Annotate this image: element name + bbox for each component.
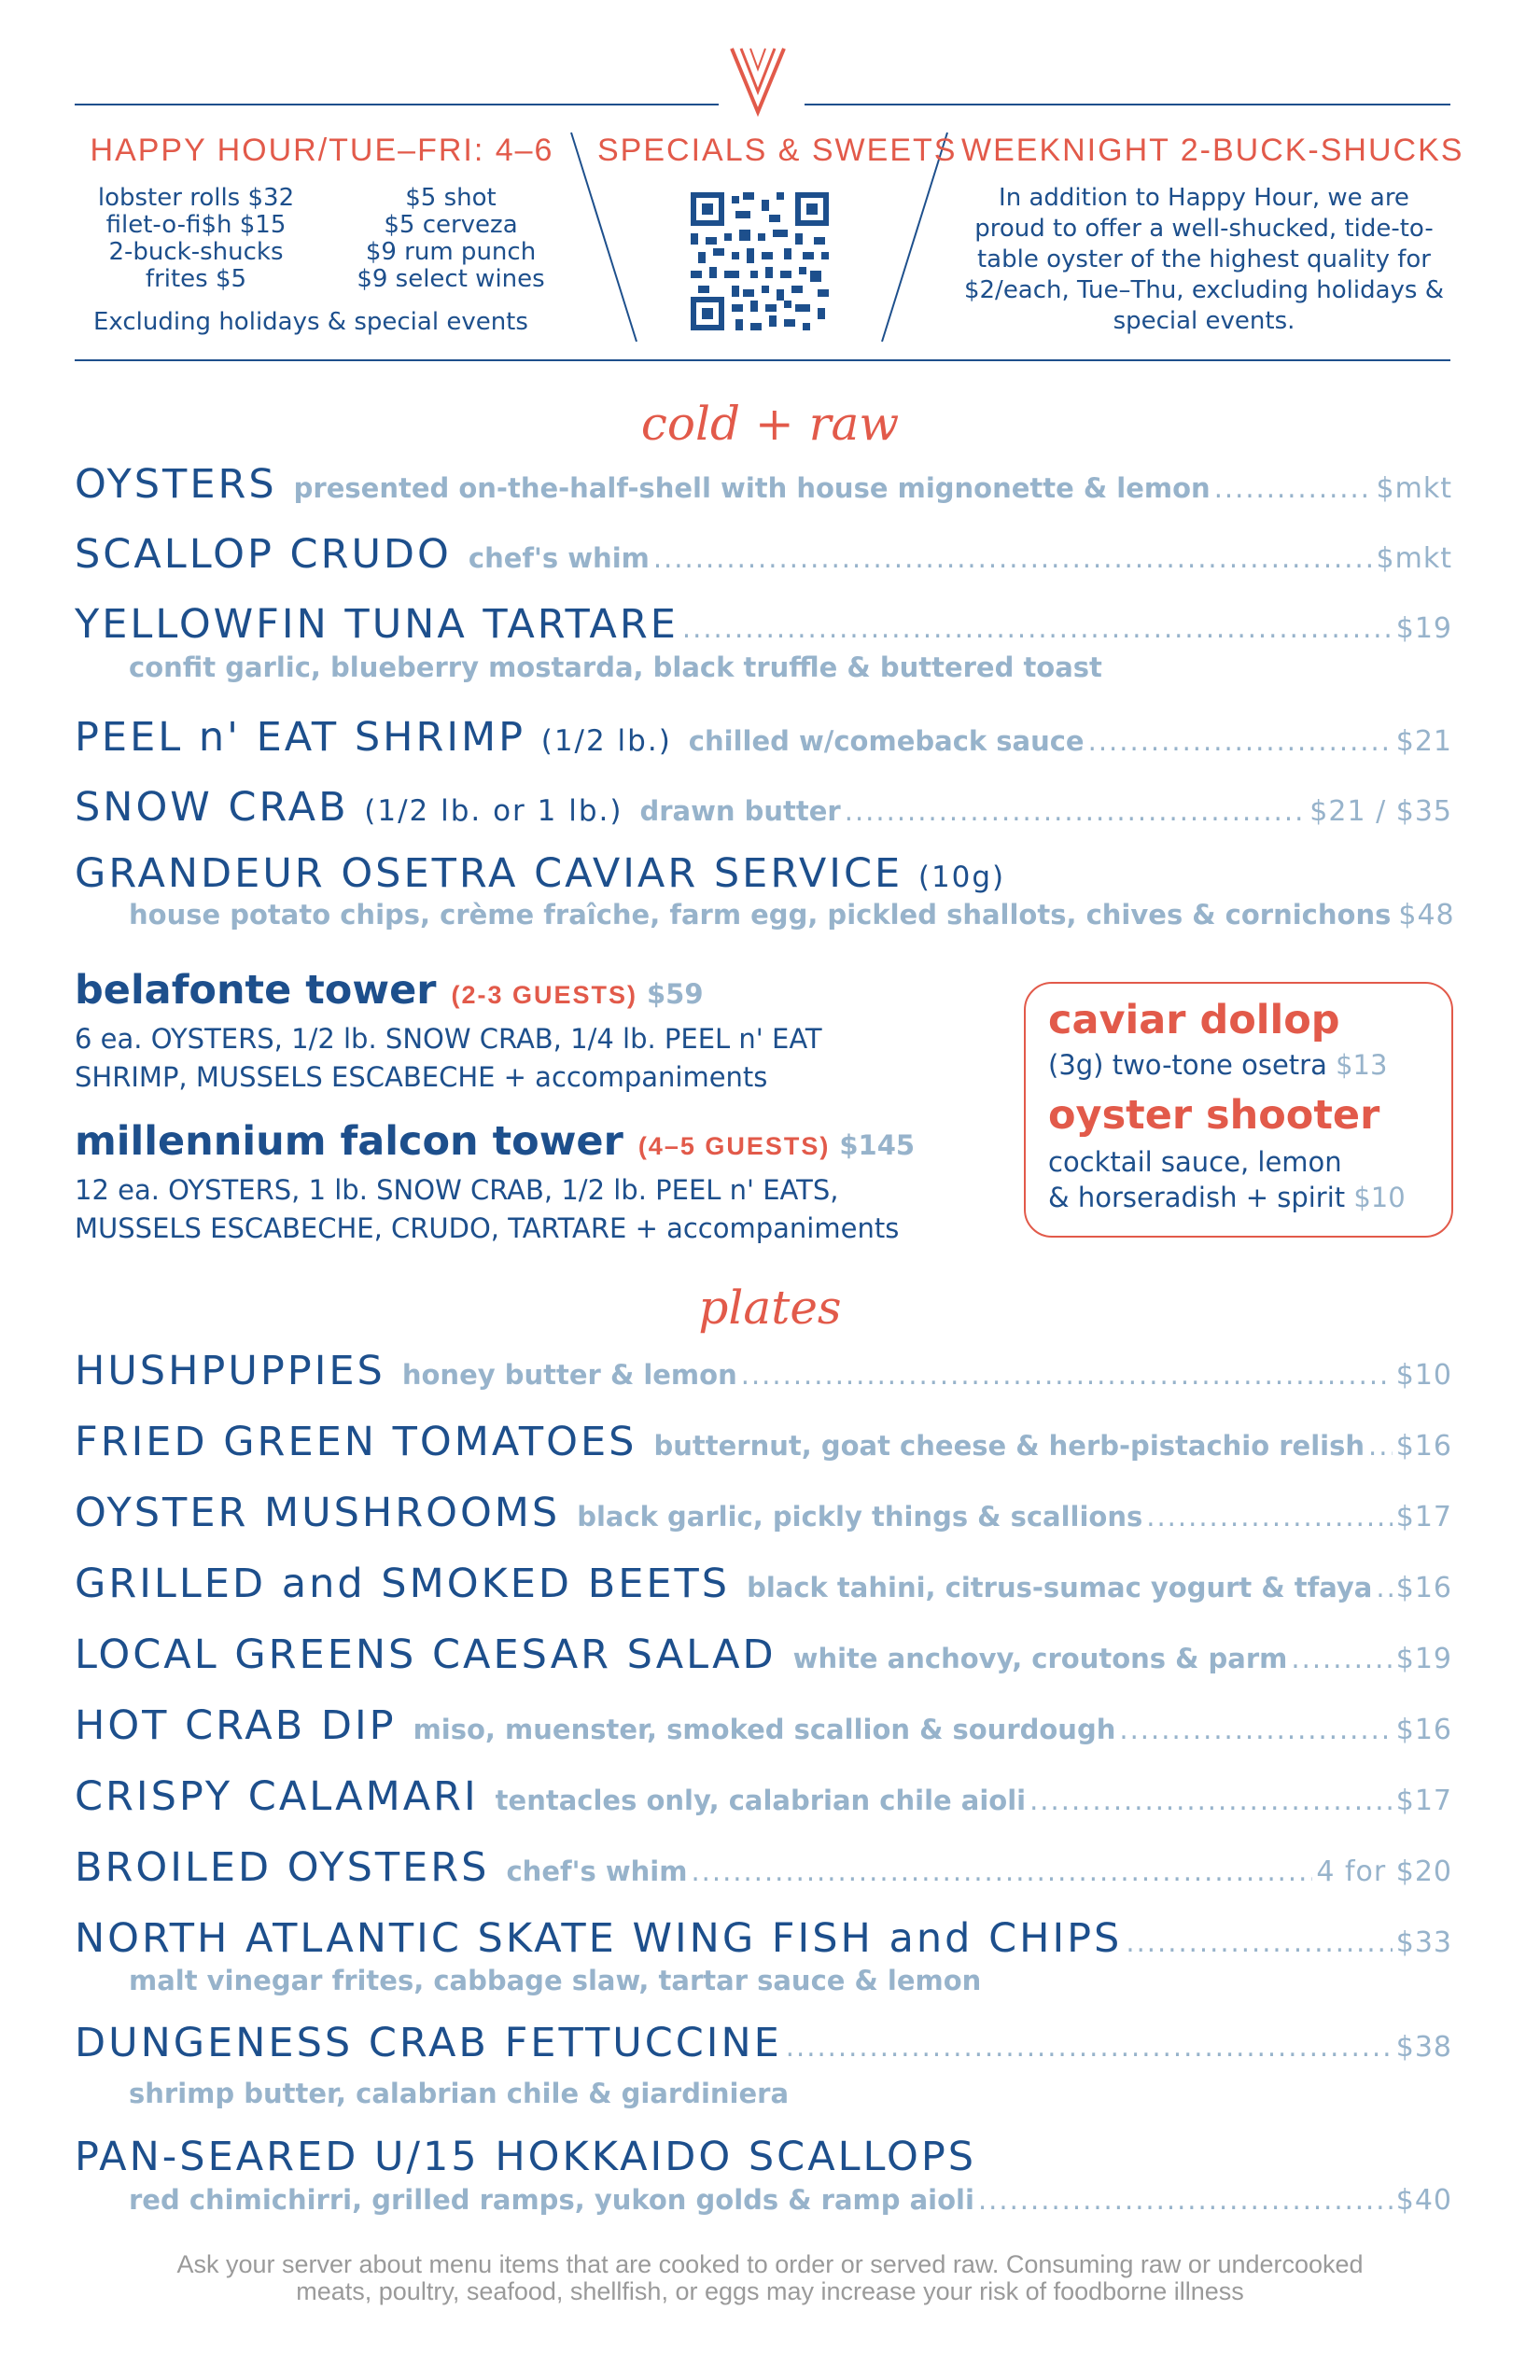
menu-item: [75, 601, 1452, 648]
item-description: drawn butter: [639, 795, 841, 827]
menu-item: [75, 1631, 1452, 1678]
tower-millennium-falcon: [75, 1118, 915, 1165]
weeknight-shucks-text: In addition to Happy Hour, we are proud to offer a well-shucked, tide-to-table oyster of the highest quality for $2/each, Tue–Thu, excluding holidays & special events.: [963, 184, 1445, 335]
item-name: LOCAL GREENS CAESAR SALAD: [75, 1631, 777, 1678]
tower-line: SHRIMP, MUSSELS ESCABECHE + accompaniments: [75, 1061, 768, 1093]
leader-dots: [1029, 1785, 1393, 1816]
item-name: OYSTER MUSHROOMS: [75, 1490, 561, 1536]
menu-item-detail: [129, 2184, 1452, 2217]
section-heading-cold-raw: cold + raw: [640, 397, 900, 451]
menu-item: [75, 784, 1452, 831]
leader-dots: [786, 2031, 1393, 2063]
caviar-dollop-price: $13: [1336, 1049, 1388, 1081]
item-name: NORTH ATLANTIC SKATE WING FISH and CHIPS: [75, 1915, 1123, 1962]
item-description: honey butter & lemon: [401, 1359, 737, 1391]
oyster-shooter-line-2: [1048, 1182, 1406, 1213]
item-name: [75, 714, 672, 761]
section-heading-plates: plates: [698, 1281, 842, 1335]
item-price: $33: [1395, 1926, 1452, 1959]
item-name: FRIED GREEN TOMATOES: [75, 1419, 637, 1465]
item-description: malt vinegar frites, cabbage slaw, tartar sauce & lemon: [129, 1965, 982, 1996]
item-description: chef's whim: [468, 542, 650, 574]
item-quantity: (10g): [917, 861, 1006, 894]
menu-item: [75, 714, 1452, 761]
tower-title: belafonte tower: [75, 967, 437, 1014]
tower-belafonte-contents: [75, 1020, 822, 1097]
tower-belafonte: [75, 967, 704, 1014]
item-description: presented on-the-half-shell with house mignonette & lemon: [293, 472, 1211, 504]
item-price: 4 for $20: [1316, 1855, 1452, 1888]
item-description: miso, muenster, smoked scallion & sourdough: [413, 1714, 1116, 1745]
item-description: white anchovy, croutons & parm: [792, 1643, 1288, 1674]
advisory-line: meats, poultry, seafood, shellfish, or eggs may increase your risk of foodborne illness: [296, 2277, 1244, 2305]
leader-dots: [741, 1359, 1393, 1391]
item-name: HOT CRAB DIP: [75, 1702, 397, 1749]
caviar-dollop-desc: (3g) two-tone osetra: [1048, 1049, 1327, 1081]
consumer-advisory: [93, 2251, 1447, 2305]
item-price: $16: [1395, 1572, 1452, 1604]
leader-dots: [1126, 1926, 1392, 1958]
item-name: [75, 784, 623, 831]
item-name: BROILED OYSTERS: [75, 1844, 490, 1891]
tower-line: MUSSELS ESCABECHE, CRUDO, TARTARE + accompaniments: [75, 1212, 900, 1244]
item-name: YELLOWFIN TUNA TARTARE: [75, 601, 679, 648]
item-name: SCALLOP CRUDO: [75, 531, 452, 578]
happy-hour-title: HAPPY HOUR/TUE–FRI: 4–6: [90, 133, 554, 168]
item-price: $19: [1395, 1643, 1452, 1675]
menu-item: [75, 531, 1452, 578]
item-price: $21: [1395, 725, 1452, 758]
item-price: $mkt: [1376, 542, 1452, 575]
list-item: 2-buck-shucks: [108, 238, 284, 266]
menu-item: [75, 1561, 1452, 1607]
happy-hour-food-list: [84, 185, 308, 293]
item-name-text: PEEL n' EAT SHRIMP: [75, 714, 526, 761]
leader-dots: [691, 1855, 1312, 1887]
menu-item: [75, 1419, 1452, 1465]
list-item: $5 shot: [405, 184, 497, 212]
list-item: $9 select wines: [357, 265, 545, 293]
leader-dots: [1368, 1430, 1393, 1462]
leader-dots: [1119, 1714, 1392, 1745]
item-name-text: GRANDEUR OSETRA CAVIAR SERVICE: [75, 850, 903, 897]
menu-item: [75, 461, 1452, 508]
item-quantity: (1/2 lb. or 1 lb.): [364, 794, 623, 828]
caviar-dollop-line: [1048, 1049, 1387, 1081]
menu-item: [75, 1844, 1452, 1891]
menu-item-detail: [129, 899, 1455, 931]
item-price: $mkt: [1376, 472, 1452, 505]
menu-item: [75, 1490, 1452, 1536]
menu-item: [75, 1348, 1452, 1394]
menu-item: [75, 1773, 1452, 1820]
tower-price: $59: [646, 978, 704, 1010]
menu-item: [75, 1702, 1452, 1749]
specials-qr-code-icon[interactable]: [691, 192, 829, 330]
leader-dots: [653, 542, 1373, 574]
menu-item: [75, 850, 1452, 897]
leader-dots: [845, 795, 1307, 827]
happy-hour-note: Excluding holidays & special events: [93, 308, 528, 336]
oyster-shooter-title: oyster shooter: [1048, 1092, 1380, 1139]
header-top-rule-right: [805, 104, 1450, 105]
item-name: OYSTERS: [75, 461, 277, 508]
item-price: $16: [1395, 1430, 1452, 1463]
leader-dots: [1214, 472, 1373, 504]
item-price: $10: [1395, 1359, 1452, 1392]
list-item: $9 rum punch: [365, 238, 537, 266]
item-name: DUNGENESS CRAB FETTUCCINE: [75, 2020, 782, 2066]
oyster-shooter-price: $10: [1353, 1182, 1406, 1213]
menu-item: [75, 2134, 1452, 2180]
list-item: $5 cerveza: [384, 211, 518, 239]
item-description: house potato chips, crème fraîche, farm egg, pickled shallots, chives & cornichons: [129, 899, 1392, 931]
leader-dots: [1146, 1501, 1392, 1533]
item-name: [75, 850, 1005, 897]
tower-guest-count: (4–5 GUESTS): [637, 1132, 831, 1160]
menu-item: [75, 2020, 1452, 2066]
weeknight-shucks-title: WEEKNIGHT 2-BUCK-SHUCKS: [961, 133, 1464, 168]
leader-dots: [682, 612, 1393, 644]
item-name: CRISPY CALAMARI: [75, 1773, 479, 1820]
item-price: $21 / $35: [1309, 795, 1452, 828]
item-price: $17: [1395, 1501, 1452, 1533]
tower-price: $145: [839, 1129, 916, 1161]
specials-title: SPECIALS & SWEETS: [597, 133, 958, 168]
oyster-shooter-desc: & horseradish + spirit: [1048, 1182, 1346, 1213]
item-price: $19: [1395, 612, 1452, 645]
tower-millennium-falcon-contents: [75, 1171, 899, 1248]
advisory-line: Ask your server about menu items that are cooked to order or served raw. Consuming raw or undercooked: [176, 2250, 1364, 2278]
caviar-dollop-title: caviar dollop: [1048, 997, 1340, 1043]
menu-item: [75, 1915, 1452, 1962]
leader-dots: [1088, 725, 1393, 757]
item-price: $38: [1395, 2031, 1452, 2064]
item-name-text: SNOW CRAB: [75, 784, 349, 831]
header-top-rule-left: [75, 104, 719, 105]
happy-hour-drink-list: [343, 185, 558, 293]
item-description: red chimichirri, grilled ramps, yukon golds & ramp aioli: [129, 2184, 974, 2216]
item-description: black tahini, citrus-sumac yogurt & tfaya: [747, 1572, 1373, 1603]
tower-guest-count: (2-3 GUESTS): [451, 981, 637, 1009]
header-bottom-rule: [75, 359, 1450, 361]
item-quantity: (1/2 lb.): [540, 724, 672, 758]
item-description: chef's whim: [506, 1855, 688, 1887]
item-name: GRILLED and SMOKED BEETS: [75, 1561, 731, 1607]
item-description: shrimp butter, calabrian chile & giardiniera: [129, 2078, 790, 2109]
leader-dots: [1291, 1643, 1392, 1674]
item-price: $17: [1395, 1785, 1452, 1817]
item-description: tentacles only, calabrian chile aioli: [495, 1785, 1027, 1816]
list-item: lobster rolls $32: [97, 184, 295, 212]
item-description: confit garlic, blueberry mostarda, black truffle & buttered toast: [129, 651, 1102, 683]
oyster-shooter-line-1: cocktail sauce, lemon: [1048, 1146, 1342, 1178]
item-price: $48: [1398, 899, 1455, 931]
item-description: black garlic, pickly things & scallions: [577, 1501, 1143, 1533]
item-name: PAN-SEARED U/15 HOKKAIDO SCALLOPS: [75, 2134, 977, 2180]
item-price: $40: [1395, 2184, 1452, 2217]
tower-title: millennium falcon tower: [75, 1118, 623, 1165]
item-description: chilled w/comeback sauce: [688, 725, 1085, 757]
list-item: frites $5: [145, 265, 247, 293]
item-price: $16: [1395, 1714, 1452, 1746]
restaurant-v-logo: [728, 45, 788, 118]
item-name: HUSHPUPPIES: [75, 1348, 385, 1394]
leader-dots: [978, 2184, 1393, 2216]
tower-line: 12 ea. OYSTERS, 1 lb. SNOW CRAB, 1/2 lb. PEEL n' EATS,: [75, 1174, 839, 1206]
leader-dots: [1376, 1572, 1392, 1603]
tower-line: 6 ea. OYSTERS, 1/2 lb. SNOW CRAB, 1/4 lb. PEEL n' EAT: [75, 1023, 822, 1055]
item-description: butternut, goat cheese & herb-pistachio relish: [653, 1430, 1365, 1462]
list-item: filet-o-fi$h $15: [105, 211, 287, 239]
